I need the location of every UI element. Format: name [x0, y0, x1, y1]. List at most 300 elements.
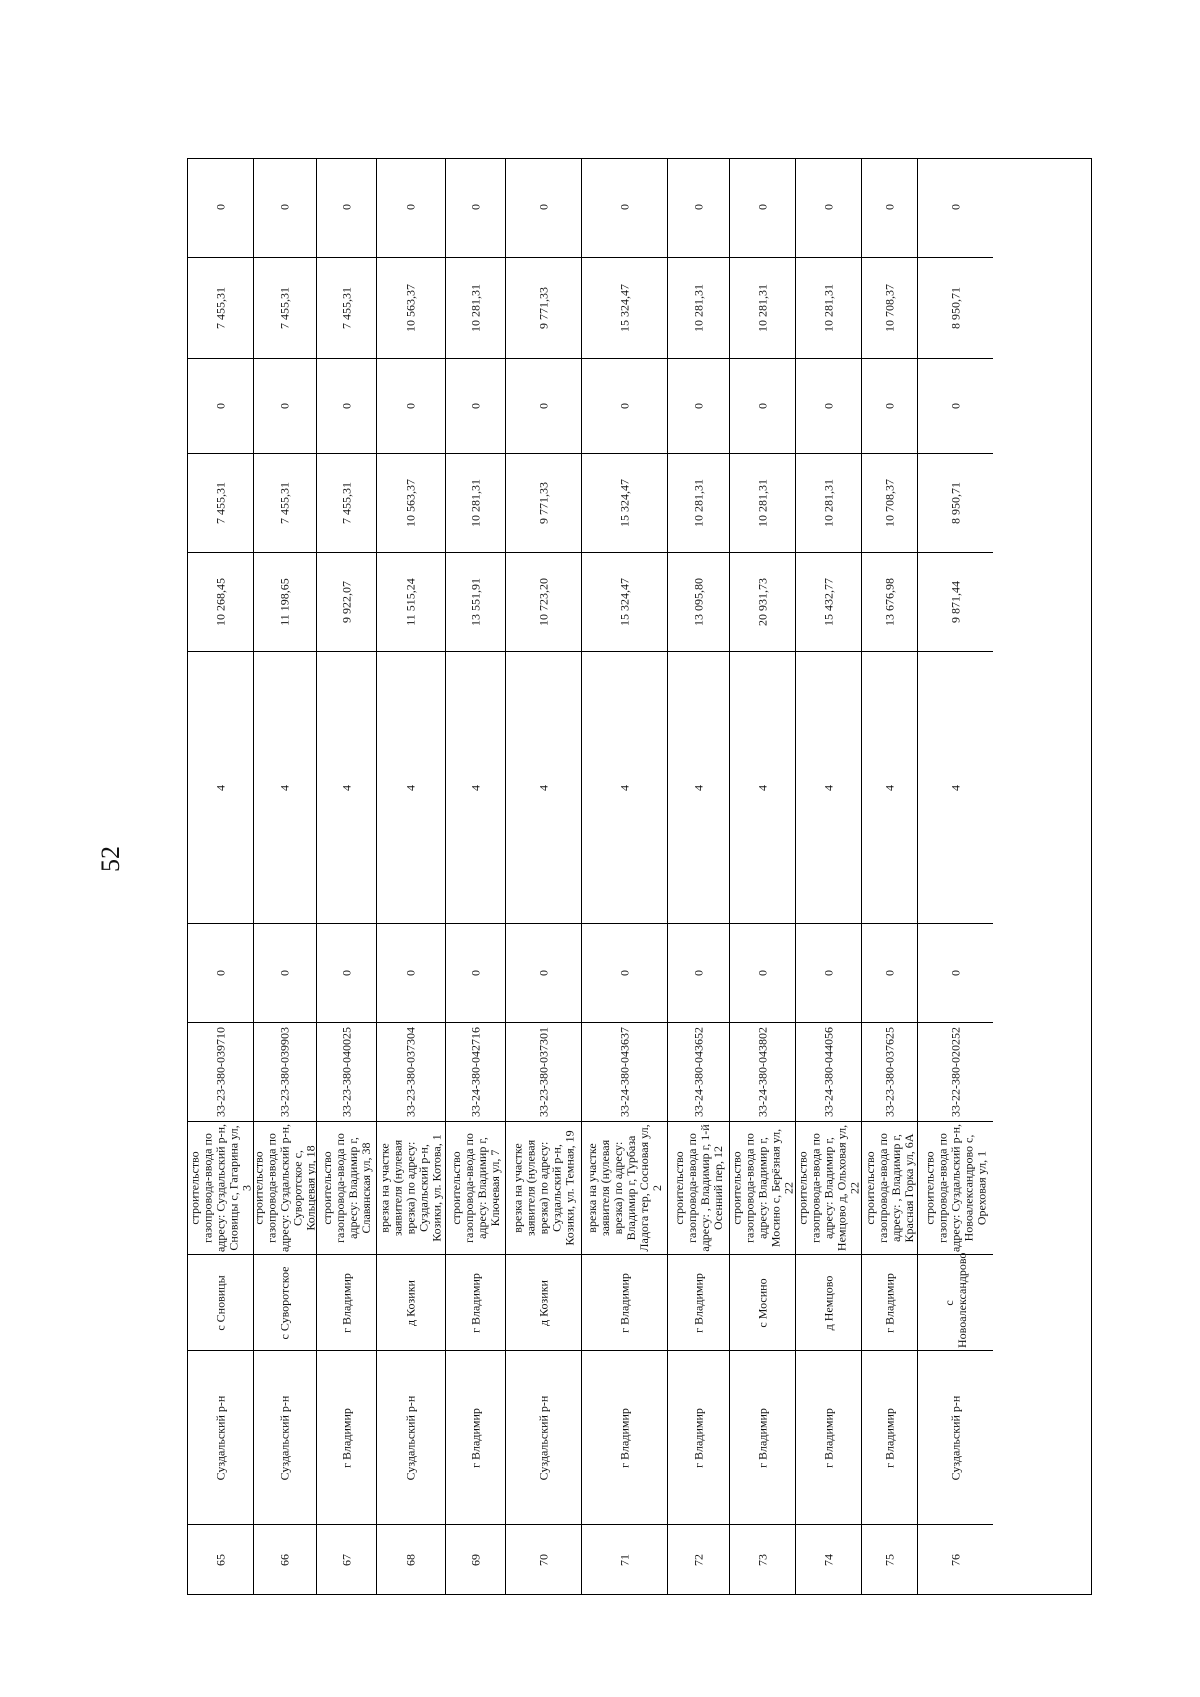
district-cell-text: г Владимир — [691, 1407, 705, 1468]
district-cell — [188, 1350, 253, 1524]
row-number — [582, 1524, 667, 1594]
object-description-cell — [251, 1121, 318, 1254]
value-cell-9-text: 8 950,71 — [948, 482, 962, 524]
value-cell-10-text: 0 — [339, 403, 353, 409]
district-cell-text: г Владимир — [468, 1407, 482, 1468]
value-cell-7 — [918, 651, 993, 923]
value-cell-6-text: 0 — [339, 970, 353, 976]
value-cell-8-text: 20 931,73 — [755, 578, 769, 626]
table-row — [188, 159, 254, 1594]
value-cell-9-text: 10 281,31 — [691, 479, 705, 527]
value-cell-6 — [446, 923, 505, 1022]
district-cell — [317, 1350, 376, 1524]
value-cell-11 — [582, 257, 667, 358]
value-cell-12-text: 0 — [617, 204, 631, 210]
value-cell-10-text: 0 — [617, 403, 631, 409]
value-cell-12 — [668, 157, 729, 257]
value-cell-10-text: 0 — [536, 403, 550, 409]
value-cell-12 — [582, 157, 667, 257]
row-number-text: 70 — [536, 1553, 550, 1566]
value-cell-9 — [446, 453, 505, 552]
value-cell-6 — [582, 923, 667, 1022]
value-cell-10-text: 0 — [691, 403, 705, 409]
value-cell-10 — [582, 358, 667, 453]
value-cell-12-text: 0 — [277, 204, 292, 210]
value-cell-7 — [796, 651, 861, 923]
page-number: 52 — [96, 846, 125, 872]
value-cell-12-text: 0 — [691, 204, 705, 210]
cadastral-number-cell-text: 33-23-380-037304 — [403, 1027, 418, 1117]
value-cell-8 — [506, 552, 581, 651]
value-cell-8-text: 15 324,47 — [617, 578, 631, 626]
locality-cell-text: д Козики — [403, 1279, 418, 1326]
district-cell-text: г Владимир — [339, 1407, 353, 1468]
cadastral-number-cell — [668, 1022, 729, 1121]
value-cell-12-text: 0 — [339, 204, 353, 210]
value-cell-10 — [862, 358, 917, 453]
value-cell-7-text: 4 — [213, 784, 227, 791]
cadastral-number-cell — [506, 1022, 581, 1121]
cadastral-number-cell — [582, 1022, 667, 1121]
row-number — [730, 1524, 795, 1594]
cadastral-number-cell — [188, 1022, 253, 1121]
table-row — [377, 159, 446, 1594]
table-row — [582, 159, 668, 1594]
value-cell-6-text: 0 — [403, 970, 418, 976]
value-cell-7 — [668, 651, 729, 923]
table-row — [668, 159, 730, 1594]
table-row — [796, 159, 862, 1594]
cadastral-number-cell-text: 33-24-380-043652 — [691, 1027, 705, 1117]
object-description-cell — [918, 1121, 993, 1254]
value-cell-12 — [730, 157, 795, 257]
value-cell-10 — [668, 358, 729, 453]
value-cell-6 — [668, 923, 729, 1022]
object-description-cell-text: врезка на участке заявителя (нулевая врезка) по адресу: Суздальский р-н, Козики, ул. Котова, 1 — [377, 1134, 444, 1242]
row-number — [446, 1524, 505, 1594]
district-cell — [796, 1350, 861, 1524]
value-cell-9-text: 10 563,37 — [403, 479, 418, 527]
value-cell-10 — [730, 358, 795, 453]
cadastral-number-cell-text: 33-23-380-040025 — [339, 1027, 353, 1117]
locality-cell — [506, 1254, 581, 1350]
value-cell-9-text: 7 455,31 — [277, 482, 292, 524]
value-cell-6 — [862, 923, 917, 1022]
locality-cell-text: с Мосино — [755, 1277, 769, 1328]
value-cell-7 — [862, 651, 917, 923]
cadastral-number-cell-text: 33-24-380-042716 — [468, 1027, 482, 1117]
cadastral-number-cell-text: 33-23-380-039903 — [277, 1027, 292, 1117]
district-cell — [918, 1350, 993, 1524]
value-cell-7-text: 4 — [882, 784, 896, 791]
object-description-cell — [446, 1121, 505, 1254]
value-cell-10 — [918, 358, 993, 453]
value-cell-6-text: 0 — [277, 970, 292, 976]
row-number-text: 75 — [882, 1553, 896, 1566]
value-cell-8 — [582, 552, 667, 651]
district-cell-text: г Владимир — [755, 1407, 769, 1468]
value-cell-7-text: 4 — [948, 784, 962, 791]
value-cell-12 — [796, 157, 861, 257]
value-cell-11-text: 10 563,37 — [403, 284, 418, 332]
value-cell-6 — [918, 923, 993, 1022]
row-number-text: 69 — [468, 1553, 482, 1566]
value-cell-9-text: 10 708,37 — [882, 479, 896, 527]
object-description-cell-text: строительство газопровода-ввода по адресу: Суздальский р-н, Суворотское с, Кольцевая ул, 18 — [251, 1123, 318, 1253]
locality-cell-text: г Владимир — [691, 1272, 705, 1333]
object-description-cell-text: строительство газопровода-ввода по адресу: Суздальский р-н, Сновицы с, Гагарина ул, 3 — [187, 1123, 253, 1253]
locality-cell-text: г Владимир — [468, 1272, 482, 1333]
locality-cell — [668, 1254, 729, 1350]
value-cell-8-text: 13 551,91 — [468, 578, 482, 626]
locality-cell-text: г Владимир — [339, 1272, 353, 1333]
table-row — [918, 159, 993, 1594]
table-row — [317, 159, 377, 1594]
row-number — [918, 1524, 993, 1594]
value-cell-6 — [254, 923, 316, 1022]
district-cell-text: Суздальский р-н — [277, 1395, 292, 1480]
object-description-cell — [506, 1121, 581, 1254]
object-description-cell — [317, 1121, 376, 1254]
value-cell-6-text: 0 — [617, 970, 631, 976]
table-row — [251, 159, 318, 1594]
row-number — [668, 1524, 729, 1594]
object-description-cell-text: врезка на участке заявителя (нулевая врезка) по адресу: Владимир г, Турбаза Ладога тер, Сосновая ул, 2 — [584, 1124, 664, 1252]
value-cell-11 — [862, 257, 917, 358]
locality-cell — [377, 1254, 445, 1350]
value-cell-11 — [796, 257, 861, 358]
value-cell-11 — [668, 257, 729, 358]
value-cell-6 — [796, 923, 861, 1022]
value-cell-11-text: 9 771,33 — [536, 287, 550, 329]
value-cell-8-text: 10 723,20 — [536, 578, 550, 626]
row-number — [188, 1524, 253, 1594]
row-number — [796, 1524, 861, 1594]
value-cell-9-text: 10 281,31 — [755, 479, 769, 527]
value-cell-10 — [188, 358, 253, 453]
value-cell-11-text: 8 950,71 — [948, 287, 962, 329]
value-cell-8-text: 11 198,65 — [277, 578, 292, 626]
value-cell-10-text: 0 — [821, 403, 835, 409]
cadastral-number-cell — [730, 1022, 795, 1121]
value-cell-10 — [446, 358, 505, 453]
value-cell-7-text: 4 — [403, 784, 418, 791]
value-cell-6 — [377, 923, 445, 1022]
object-description-cell — [862, 1121, 917, 1254]
value-cell-11 — [188, 257, 253, 358]
locality-cell-text: г Владимир — [882, 1272, 896, 1333]
value-cell-7 — [377, 651, 445, 923]
row-number — [317, 1524, 376, 1594]
object-description-cell-text: строительство газопровода-ввода по адресу: Владимир г, Славянская ул, 38 — [319, 1133, 373, 1243]
value-cell-7-text: 4 — [468, 784, 482, 791]
district-cell — [506, 1350, 581, 1524]
value-cell-6-text: 0 — [755, 970, 769, 976]
value-cell-10-text: 0 — [948, 403, 962, 409]
locality-cell — [862, 1254, 917, 1350]
row-number — [506, 1524, 581, 1594]
value-cell-9-text: 7 455,31 — [339, 482, 353, 524]
cadastral-number-cell — [862, 1022, 917, 1121]
value-cell-9 — [796, 453, 861, 552]
locality-cell — [582, 1254, 667, 1350]
locality-cell-text: с Новоалександрово — [941, 1252, 969, 1348]
value-cell-8 — [254, 552, 316, 651]
row-number-text: 67 — [339, 1553, 353, 1566]
value-cell-11-text: 7 455,31 — [339, 287, 353, 329]
object-description-cell — [668, 1121, 729, 1254]
object-description-cell-text: строительство газопровода-ввода по адресу: Суздальский р-н, Новоалександрово с, Ореховая ул, 1 — [922, 1123, 988, 1253]
value-cell-7 — [317, 651, 376, 923]
value-cell-7 — [446, 651, 505, 923]
object-description-cell-text: строительство газопровода-ввода по адресу: , Владимир г, Красная Горка ул, 6А — [862, 1133, 916, 1243]
value-cell-11-text: 10 281,31 — [468, 284, 482, 332]
value-cell-8 — [862, 552, 917, 651]
cadastral-number-cell — [446, 1022, 505, 1121]
value-cell-11 — [377, 257, 445, 358]
object-description-cell-text: строительство газопровода-ввода по адресу: Владимир г, Ключевая ул, 7 — [448, 1133, 502, 1243]
locality-cell — [188, 1254, 253, 1350]
row-number-text: 72 — [691, 1553, 705, 1566]
row-number-text: 73 — [755, 1553, 769, 1566]
value-cell-11-text: 10 708,37 — [882, 284, 896, 332]
value-cell-12-text: 0 — [536, 204, 550, 210]
value-cell-11-text: 10 281,31 — [821, 284, 835, 332]
value-cell-9 — [188, 453, 253, 552]
value-cell-9 — [254, 453, 316, 552]
value-cell-7 — [188, 651, 253, 923]
value-cell-10-text: 0 — [403, 403, 418, 409]
value-cell-10 — [377, 358, 445, 453]
value-cell-11-text: 7 455,31 — [277, 287, 292, 329]
value-cell-6 — [188, 923, 253, 1022]
value-cell-9-text: 10 281,31 — [821, 479, 835, 527]
value-cell-12-text: 0 — [468, 204, 482, 210]
value-cell-8 — [317, 552, 376, 651]
object-description-cell — [796, 1121, 861, 1254]
value-cell-8 — [188, 552, 253, 651]
row-number — [254, 1524, 316, 1594]
district-cell-text: Суздальский р-н — [403, 1395, 418, 1480]
value-cell-10-text: 0 — [755, 403, 769, 409]
value-cell-6-text: 0 — [882, 970, 896, 976]
district-cell — [730, 1350, 795, 1524]
locality-cell-text: д Немцово — [821, 1275, 835, 1330]
value-cell-10-text: 0 — [213, 403, 227, 409]
value-cell-7-text: 4 — [691, 784, 705, 791]
object-description-cell — [582, 1121, 667, 1254]
value-cell-9 — [918, 453, 993, 552]
value-cell-12 — [918, 157, 993, 257]
value-cell-12-text: 0 — [755, 204, 769, 210]
value-cell-11 — [317, 257, 376, 358]
row-number-text: 65 — [213, 1553, 227, 1566]
value-cell-6 — [506, 923, 581, 1022]
row-number-text: 68 — [403, 1553, 418, 1566]
value-cell-7 — [582, 651, 667, 923]
locality-cell — [317, 1254, 376, 1350]
value-cell-6-text: 0 — [468, 970, 482, 976]
value-cell-6 — [730, 923, 795, 1022]
value-cell-11 — [730, 257, 795, 358]
value-cell-12 — [862, 157, 917, 257]
value-cell-8-text: 13 095,80 — [691, 578, 705, 626]
district-cell-text: Суздальский р-н — [536, 1395, 550, 1480]
table-row — [730, 159, 796, 1594]
value-cell-8-text: 9 871,44 — [948, 581, 962, 623]
value-cell-9 — [730, 453, 795, 552]
value-cell-12-text: 0 — [821, 204, 835, 210]
cadastral-number-cell-text: 33-23-380-037301 — [536, 1027, 550, 1117]
data-table — [187, 158, 1092, 1595]
row-number-text: 76 — [948, 1553, 962, 1566]
value-cell-12-text: 0 — [403, 204, 418, 210]
district-cell — [446, 1350, 505, 1524]
locality-cell-text: с Сновицы — [213, 1274, 227, 1331]
row-number-text: 66 — [277, 1553, 292, 1566]
cadastral-number-cell — [377, 1022, 445, 1121]
value-cell-12 — [506, 157, 581, 257]
row-number-text: 74 — [821, 1553, 835, 1566]
value-cell-7-text: 4 — [339, 784, 353, 791]
value-cell-8 — [446, 552, 505, 651]
value-cell-11-text: 10 281,31 — [755, 284, 769, 332]
value-cell-8-text: 15 432,77 — [821, 578, 835, 626]
value-cell-9-text: 15 324,47 — [617, 479, 631, 527]
cadastral-number-cell-text: 33-23-380-037625 — [882, 1027, 896, 1117]
district-cell-text: Суздальский р-н — [213, 1395, 227, 1480]
value-cell-6-text: 0 — [691, 970, 705, 976]
locality-cell-text: с Суворотское — [277, 1266, 292, 1339]
value-cell-11-text: 15 324,47 — [617, 284, 631, 332]
value-cell-6-text: 0 — [821, 970, 835, 976]
cadastral-number-cell-text: 33-22-380-020252 — [948, 1027, 962, 1117]
value-cell-10-text: 0 — [468, 403, 482, 409]
table-row — [446, 159, 506, 1594]
district-cell — [862, 1350, 917, 1524]
object-description-cell — [188, 1121, 253, 1254]
cadastral-number-cell-text: 33-24-380-043637 — [617, 1027, 631, 1117]
locality-cell — [918, 1254, 993, 1350]
value-cell-11 — [506, 257, 581, 358]
value-cell-7 — [254, 651, 316, 923]
value-cell-11-text: 10 281,31 — [691, 284, 705, 332]
value-cell-8-text: 9 922,07 — [339, 581, 353, 623]
district-cell-text: г Владимир — [882, 1407, 896, 1468]
cadastral-number-cell-text: 33-23-380-039710 — [213, 1027, 227, 1117]
value-cell-8-text: 11 515,24 — [403, 578, 418, 626]
cadastral-number-cell — [796, 1022, 861, 1121]
district-cell — [254, 1350, 316, 1524]
row-number-text: 71 — [617, 1553, 631, 1566]
locality-cell — [446, 1254, 505, 1350]
value-cell-7-text: 4 — [617, 784, 631, 791]
value-cell-12-text: 0 — [882, 204, 896, 210]
value-cell-9 — [317, 453, 376, 552]
value-cell-12-text: 0 — [948, 204, 962, 210]
value-cell-9 — [862, 453, 917, 552]
table-row — [862, 159, 918, 1594]
cadastral-number-cell — [918, 1022, 993, 1121]
value-cell-8 — [377, 552, 445, 651]
value-cell-10 — [254, 358, 316, 453]
value-cell-10-text: 0 — [882, 403, 896, 409]
value-cell-9 — [506, 453, 581, 552]
cadastral-number-cell — [317, 1022, 376, 1121]
object-description-cell-text: строительство газопровода-ввода по адресу: Владимир г, Немцово д, Ольховая ул, 22 — [795, 1124, 861, 1252]
value-cell-12 — [377, 157, 445, 257]
cadastral-number-cell-text: 33-24-380-044056 — [821, 1027, 835, 1117]
value-cell-9 — [668, 453, 729, 552]
value-cell-8-text: 13 676,98 — [882, 578, 896, 626]
locality-cell-text: г Владимир — [617, 1272, 631, 1333]
value-cell-10-text: 0 — [277, 403, 292, 409]
object-description-cell-text: строительство газопровода-ввода по адресу: , Владимир г, 1-й Осенний пер, 12 — [671, 1124, 725, 1252]
value-cell-9-text: 9 771,33 — [536, 482, 550, 524]
value-cell-7-text: 4 — [821, 784, 835, 791]
object-description-cell-text: строительство газопровода-ввода по адресу: Владимир г, Мосино с, Берёзная ул, 22 — [729, 1128, 795, 1248]
value-cell-8 — [668, 552, 729, 651]
value-cell-8-text: 10 268,45 — [213, 578, 227, 626]
value-cell-12 — [254, 157, 316, 257]
value-cell-9 — [582, 453, 667, 552]
district-cell-text: г Владимир — [821, 1407, 835, 1468]
value-cell-8 — [730, 552, 795, 651]
object-description-cell — [730, 1121, 795, 1254]
value-cell-7 — [506, 651, 581, 923]
value-cell-9-text: 10 281,31 — [468, 479, 482, 527]
locality-cell-text: д Козики — [536, 1279, 550, 1326]
value-cell-11 — [254, 257, 316, 358]
object-description-cell — [377, 1121, 445, 1254]
locality-cell — [796, 1254, 861, 1350]
district-cell — [582, 1350, 667, 1524]
value-cell-6-text: 0 — [213, 970, 227, 976]
value-cell-6-text: 0 — [948, 970, 962, 976]
row-number — [862, 1524, 917, 1594]
value-cell-11 — [918, 257, 993, 358]
value-cell-10 — [317, 358, 376, 453]
value-cell-7-text: 4 — [536, 784, 550, 791]
value-cell-12 — [188, 157, 253, 257]
value-cell-6-text: 0 — [536, 970, 550, 976]
district-cell-text: г Владимир — [617, 1407, 631, 1468]
value-cell-12-text: 0 — [213, 204, 227, 210]
value-cell-9 — [377, 453, 445, 552]
value-cell-8 — [796, 552, 861, 651]
value-cell-8 — [918, 552, 993, 651]
value-cell-11 — [446, 257, 505, 358]
value-cell-10 — [506, 358, 581, 453]
district-cell — [377, 1350, 445, 1524]
value-cell-12 — [317, 157, 376, 257]
value-cell-7-text: 4 — [755, 784, 769, 791]
value-cell-10 — [796, 358, 861, 453]
value-cell-7 — [730, 651, 795, 923]
cadastral-number-cell — [254, 1022, 316, 1121]
value-cell-12 — [446, 157, 505, 257]
district-cell — [668, 1350, 729, 1524]
value-cell-11-text: 7 455,31 — [213, 287, 227, 329]
locality-cell — [254, 1254, 316, 1350]
value-cell-7-text: 4 — [277, 784, 292, 791]
district-cell-text: Суздальский р-н — [948, 1395, 962, 1480]
cadastral-number-cell-text: 33-24-380-043802 — [755, 1027, 769, 1117]
object-description-cell-text: врезка на участке заявителя (нулевая врезка) по адресу: Суздальский р-н, Козики, ул. Темная, 19 — [510, 1130, 576, 1246]
value-cell-6 — [317, 923, 376, 1022]
row-number — [377, 1524, 445, 1594]
locality-cell — [730, 1254, 795, 1350]
